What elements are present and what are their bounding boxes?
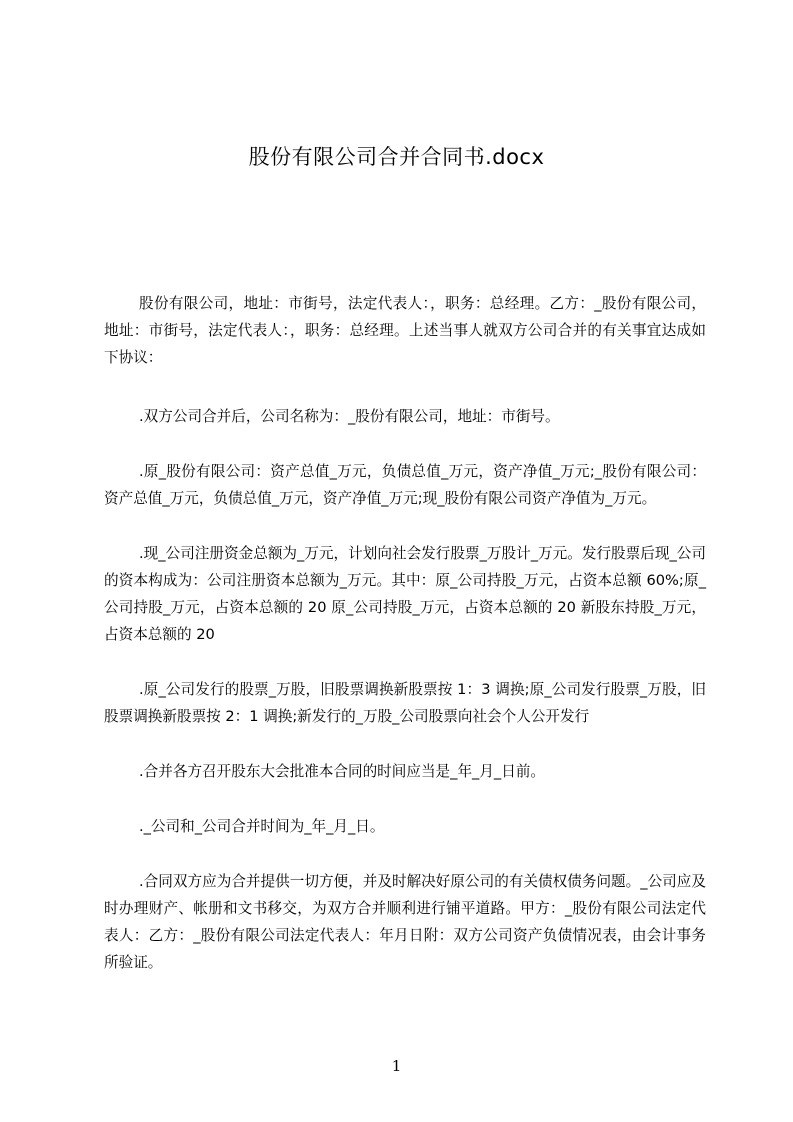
page-number: 1 — [391, 1057, 402, 1075]
paragraph-capital: .现_公司注册资金总额为_万元，计划向社会发行股票_万股计_万元。发行股票后现_公司的资本构成为：公司注册资本总额为_万元。其中：原_公司持股_万元，占资本总额 60%;原_公司持股_万元，占资本总额的 20 原_公司持股_万元，占资本总额的 20 新股东持股_万元，占资本总额的 20 — [104, 545, 706, 643]
paragraph-assets: .原_股份有限公司：资产总值_万元，负债总值_万元，资产净值_万元;_股份有限公司：资产总值_万元，负债总值_万元，资产净值_万元;现_股份有限公司资产净值为_万元。 — [104, 463, 706, 507]
paragraph-share-exchange: .原_公司发行的股票_万股，旧股票调换新股票按 1：3 调换;原_公司发行股票_万股，旧股票调换新股票按 2：1 调换;新发行的_万股_公司股票向社会个人公开发行 — [104, 681, 706, 725]
paragraph-shareholder-meeting: .合并各方召开股东大会批准本合同的时间应当是_年_月_日前。 — [139, 763, 546, 780]
paragraph-obligations: .合同双方应为合并提供一切方便，并及时解决好原公司的有关债权债务问题。_公司应及时办理财产、帐册和文书移交，为双方合并顺利进行铺平道路。甲方：_股份有限公司法定代表人：乙方：_股份有限公司法定代表人：年月日附：双方公司资产负债情况表，由会计事务所验证。 — [104, 873, 706, 971]
paragraph-company-name: .双方公司合并后，公司名称为：_股份有限公司，地址：市街号。 — [139, 408, 560, 425]
document-title: 股份有限公司合并合同书.docx — [248, 145, 545, 169]
paragraph-preamble: 股份有限公司，地址：市街号，法定代表人：，职务：总经理。乙方：_股份有限公司，地址：市街号，法定代表人：，职务：总经理。上述当事人就双方公司合并的有关事宜达成如下协议： — [104, 295, 706, 366]
paragraph-merger-date: ._公司和_公司合并时间为_年_月_日。 — [139, 818, 385, 835]
document-body — [104, 290, 706, 1004]
